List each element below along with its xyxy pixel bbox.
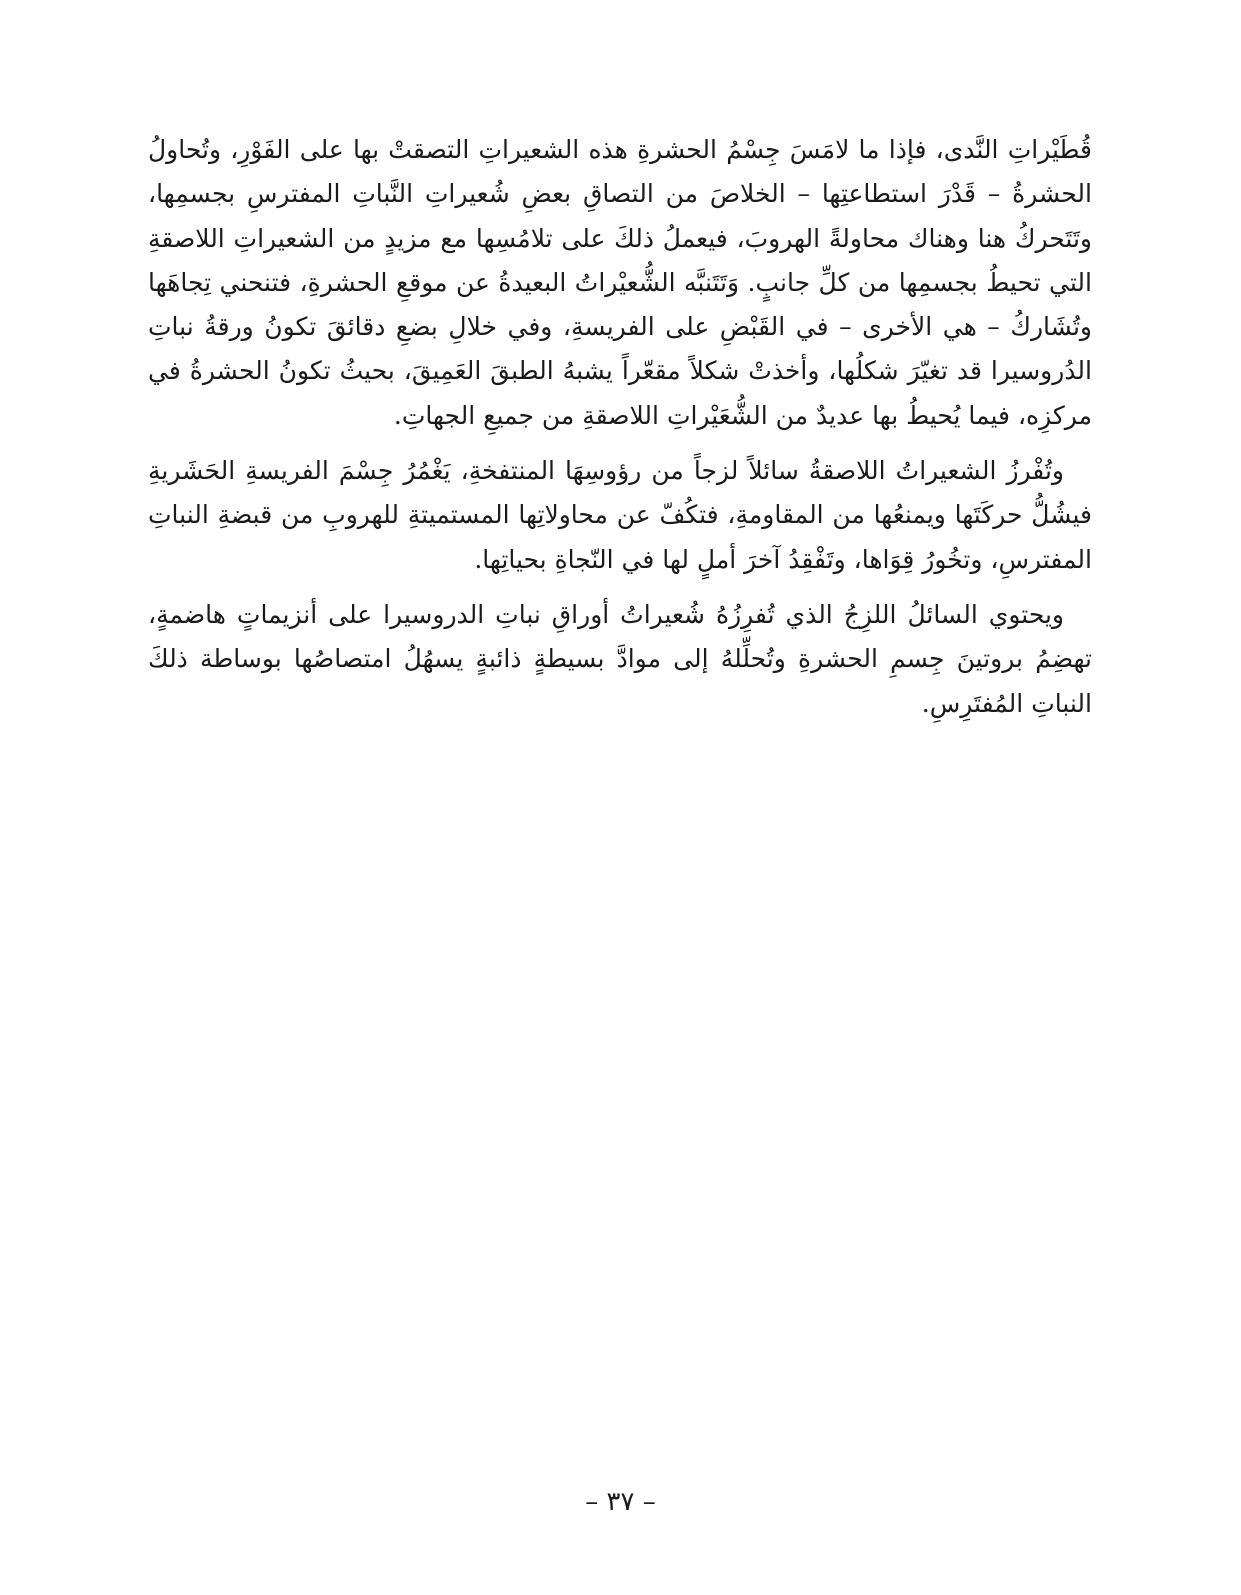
paragraph-3: ويحتوي السائلُ اللزِجُ الذي تُفرِزُهُ شُعيراتُ أوراقِ نباتِ الدروسيرا على أنزيماتٍ هاضمةٍ، تهضِمُ بروتينَ جِسمِ الحشرةِ وتُحلِّلهُ إلى موادَّ بسيطةٍ ذائبةٍ يسهُلُ امتصاصُها بوساطة ذلكَ النباتِ المُفتَرِسِ.: [148, 599, 1092, 718]
paragraph-2: وتُفْرزُ الشعيراتُ اللاصقةُ سائلاً لزجاً من رؤوسِهَا المنتفخةِ، يَغْمُرُ جِسْمَ الفريسةِ الحَشَريةِ فيشُلُّ حركَتَها ويمنعُها من المقاومةِ، فتكُفّ عن محاولاتِها المستميتةِ للهروبِ من قبضةِ النباتِ المفترسِ، وتخُورُ قِوَاها، وتَفْقِدُ آخرَ أملٍ لها في النّجاةِ بحياتِها.: [148, 456, 1092, 574]
paragraph-1: قُطَيْراتِ النَّدى، فإذا ما لامَسَ جِسْمُ الحشرةِ هذه الشعيراتِ التصقتْ بها على الفَوْرِ، وتُحاولُ الحشرةُ – قَدْرَ استطاعتِها – الخلاصَ من التصاقِ بعضِ شُعيراتِ النَّباتِ المفترسِ بجسمِها، وتَتَحركُ هنا وهناك محاولةً الهروبَ، فيعملُ ذلكَ على تلامُسِها مع مزيدٍ من الشعيراتِ اللاصقةِ التي تحيطُ بجسمِها من كلِّ جانبٍ. وَتَتَنبَّه الشُّعيْراتُ البعيدةُ عن موقعِ الحشرةِ، فتنحني تِجاهَها وتُشَاركُ – هي الأخرى – في القَبْضِ على الفريسةِ، وفي خلالِ بضعِ دقائقَ تكونُ ورقةُ نباتِ الدُروسيرا قد تغيّرَ شكلُها، وأخذتْ شكلاً مقعّراً يشبهُ الطبقَ العَمِيقَ، بحيثُ تكونُ الحشرةُ في مركزِه، فيما يُحيطُ بها عديدٌ من الشُّعَيْراتِ اللاصقةِ من جميعِ الجهاتِ.: [148, 135, 1092, 430]
page-number: – ٣٧ –: [585, 1487, 656, 1517]
body-text: [148, 128, 1092, 737]
